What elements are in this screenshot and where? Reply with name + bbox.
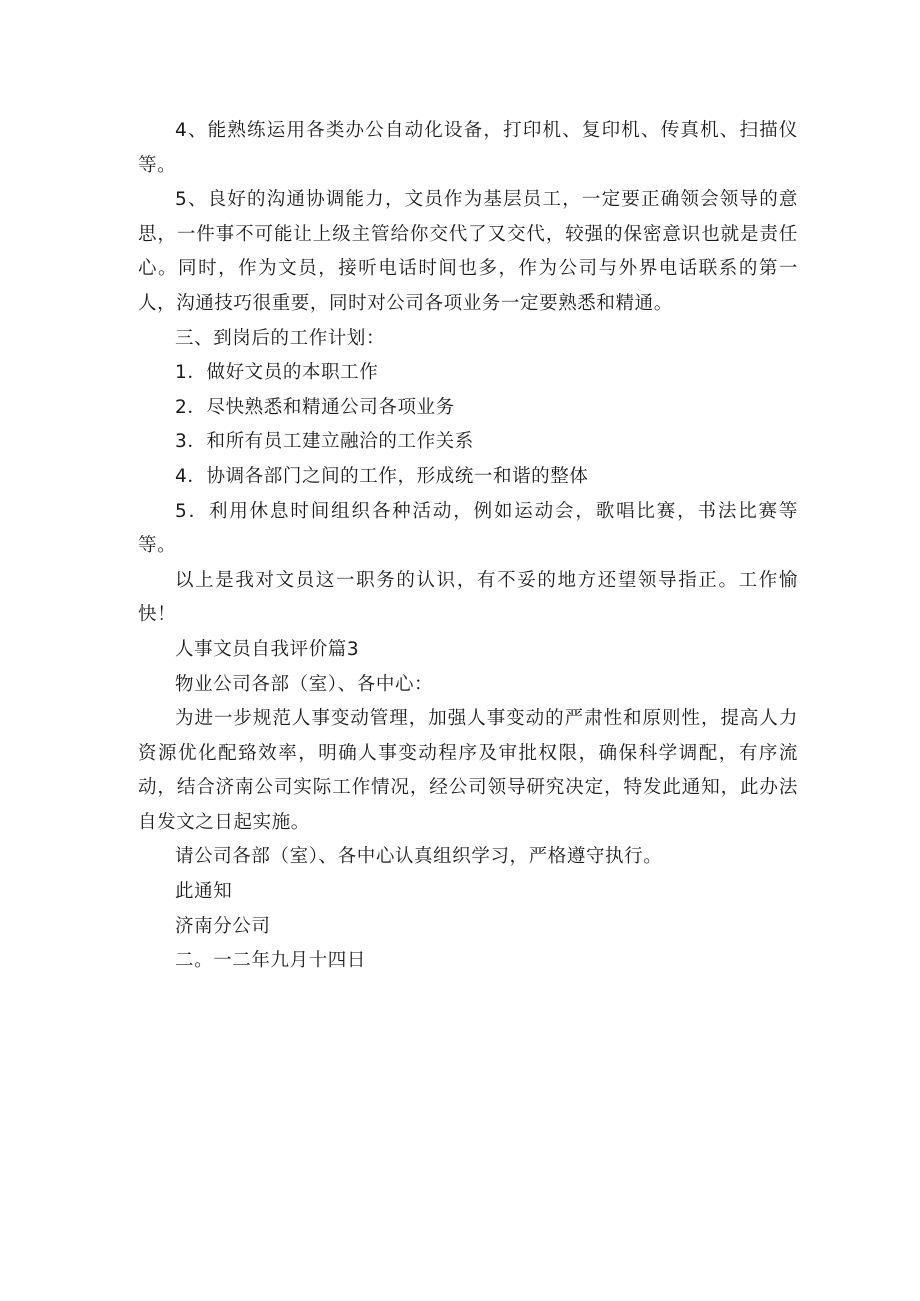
plan-item-2: 2．尽快熟悉和精通公司各项业务 [175,396,455,418]
plan-item-3: 3．和所有员工建立融洽的工作关系 [175,431,474,453]
notice-body: 为进一步规范人事变动管理，加强人事变动的严肃性和原则性，提高人力资源优化配臵效率，明确人事变动程序及审批权限，确保科学调配，有序流动，结合济南公司实际工作情况，经公司领导研究决定，特发此通知，此办法自发文之日起实施。 [138,708,798,833]
notice-signature: 济南分公司 [175,915,271,937]
notice-date: 二。一二年九月十四日 [175,950,367,972]
paragraph-skill-communication: 5、良好的沟通协调能力，文员作为基层员工，一定要正确领会领导的意思，一件事不可能让上级主管给你交代了又交代，较强的保密意识也就是责任心。同时，作为文员，接听电话时间也多，作为公司与外界电话联系的第一人，沟通技巧很重要，同时对公司各项业务一定要熟悉和精通。 [138,189,798,314]
paragraph-skill-office-equipment: 4、能熟练运用各类办公自动化设备，打印机、复印机、传真机、扫描仪等。 [138,120,798,176]
section-heading-work-plan: 三、到岗后的工作计划： [175,327,386,349]
notice-closing: 此通知 [175,881,233,903]
plan-item-4: 4．协调各部门之间的工作，形成统一和谐的整体 [175,465,589,487]
section-title-article-3: 人事文员自我评价篇3 [175,638,360,660]
plan-item-5: 5．利用休息时间组织各种活动，例如运动会，歌唱比赛，书法比赛等等。 [138,500,798,557]
document-body [138,114,798,979]
plan-item-1: 1．做好文员的本职工作 [175,362,379,384]
notice-salutation: 物业公司各部（室）、各中心： [175,673,434,695]
notice-request: 请公司各部（室）、各中心认真组织学习，严格遵守执行。 [175,846,663,868]
paragraph-closing: 以上是我对文员这一职务的认识，有不妥的地方还望领导指正。工作愉快！ [138,569,798,626]
